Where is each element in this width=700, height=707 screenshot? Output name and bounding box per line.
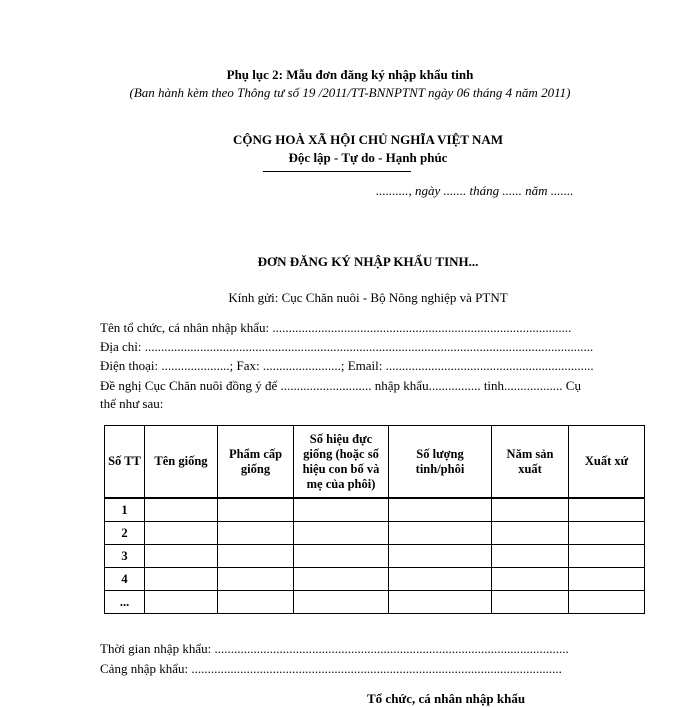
table-cell[interactable] [294,522,389,545]
table-cell[interactable] [294,591,389,614]
form-title: ĐƠN ĐĂNG KÝ NHẬP KHẨU TINH... [257,254,479,269]
table-cell[interactable] [218,522,294,545]
table-cell[interactable] [218,545,294,568]
table-cell[interactable] [294,545,389,568]
table-row [105,498,645,522]
header-origin: Xuất xứ [569,426,645,499]
field-request-cont: thể như sau: [100,396,164,411]
table-row [105,591,645,614]
table-cell[interactable] [569,545,645,568]
appendix-title: Phụ lục 2: Mẫu đơn đăng ký nhập khẩu tinh [226,67,474,82]
table-cell[interactable] [492,522,569,545]
table-cell[interactable] [145,591,218,614]
field-address: Địa chỉ: .......................................................................................................................................... [100,339,594,354]
table-cell[interactable] [389,498,492,522]
table-cell[interactable] [492,498,569,522]
row-number: 1 [105,498,145,522]
row-number: ... [105,591,145,614]
country-name: CỘNG HOÀ XÃ HỘI CHỦ NGHĨA VIỆT NAM [232,132,504,147]
date-line: .........., ngày ....... tháng ...... năm ....... [376,183,574,198]
table-row [105,545,645,568]
table-cell[interactable] [492,591,569,614]
table-cell[interactable] [389,591,492,614]
field-contact: Điện thoại: .....................; Fax: ........................; Email: ................................................................ [100,358,594,373]
table-cell[interactable] [389,545,492,568]
recipient-line: Kính gửi: Cục Chăn nuôi - Bộ Nông nghiệp và PTNT [228,290,508,305]
import-table [104,425,645,614]
table-header-row [105,426,645,499]
table-cell[interactable] [569,522,645,545]
field-request: Đề nghị Cục Chăn nuôi đồng ý để ............................ nhập khẩu................ tinh.................. Cụ [100,378,581,393]
table-cell[interactable] [389,522,492,545]
row-number: 2 [105,522,145,545]
table-cell[interactable] [218,498,294,522]
row-number: 4 [105,568,145,591]
table-cell[interactable] [492,545,569,568]
field-import-port: Cảng nhập khẩu: .................................................................................................................. [100,661,562,676]
header-breed-grade: Phẩm cấp giống [218,426,294,499]
table-cell[interactable] [569,498,645,522]
table-row [105,522,645,545]
table-cell[interactable] [218,568,294,591]
issued-note: (Ban hành kèm theo Thông tư số 19 /2011/TT-BNNPTNT ngày 06 tháng 4 năm 2011) [129,85,571,100]
table-cell[interactable] [145,568,218,591]
table-cell[interactable] [145,498,218,522]
header-production-year: Năm sản xuất [492,426,569,499]
national-motto: Độc lập - Tự do - Hạnh phúc [288,150,448,165]
field-organization: Tên tổ chức, cá nhân nhập khẩu: ............................................................................................ [100,320,572,335]
table-cell[interactable] [294,568,389,591]
row-number: 3 [105,545,145,568]
table-cell[interactable] [569,591,645,614]
table-cell[interactable] [492,568,569,591]
field-import-time: Thời gian nhập khẩu: ............................................................................................................. [100,641,569,656]
table-cell[interactable] [389,568,492,591]
table-cell[interactable] [294,498,389,522]
header-quantity: Số lượng tinh/phôi [389,426,492,499]
table-cell[interactable] [145,522,218,545]
header-breed-name: Tên giống [145,426,218,499]
table-cell[interactable] [569,568,645,591]
table-cell[interactable] [218,591,294,614]
motto-underline [263,171,411,172]
table-row [105,568,645,591]
header-stt: Số TT [105,426,145,499]
table-cell[interactable] [145,545,218,568]
header-sire-id: Số hiệu đực giống (hoặc số hiệu con bố và mẹ của phôi) [294,426,389,499]
signature-label: Tổ chức, cá nhân nhập khẩu [367,691,526,706]
